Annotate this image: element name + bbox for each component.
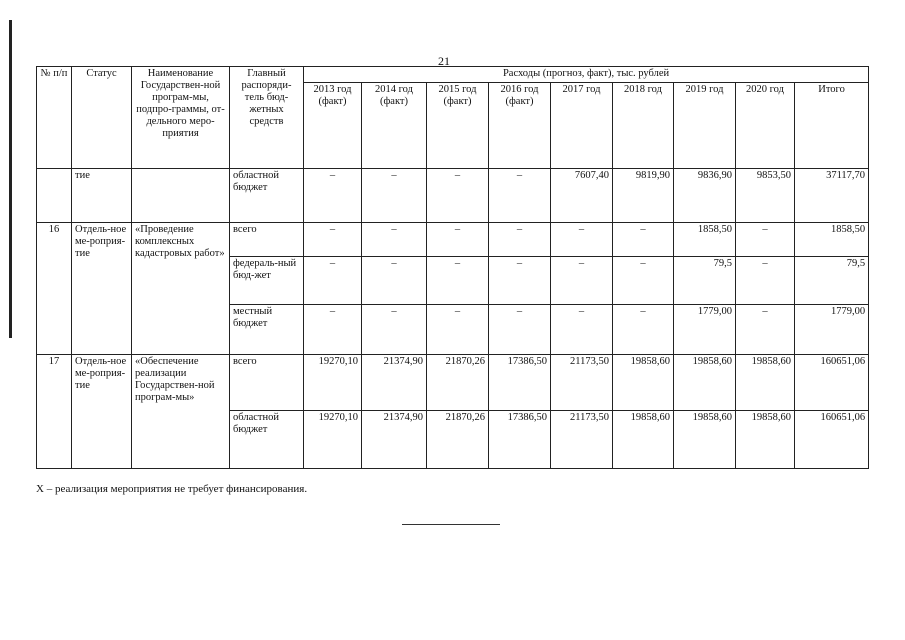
cell-value: 19858,60 — [736, 411, 795, 469]
cell-value: – — [362, 305, 427, 355]
cell-value: – — [427, 223, 489, 257]
header-year: 2017 год — [551, 83, 613, 169]
row-source: всего — [230, 223, 304, 257]
footnote: Х – реализация мероприятия не требует финансирования. — [36, 483, 308, 495]
header-num: № п/п — [37, 67, 72, 169]
cell-value: 17386,50 — [489, 355, 551, 411]
header-name: Наименование Государствен-ной програм-мы, подпро-граммы, от-дельного меро-приятия — [132, 67, 230, 169]
cell-value: 21870,26 — [427, 411, 489, 469]
cell-value: – — [304, 223, 362, 257]
cell-value: – — [489, 305, 551, 355]
cell-value: 19858,60 — [674, 411, 736, 469]
cell-value: 7607,40 — [551, 169, 613, 223]
cell-total: 1858,50 — [795, 223, 869, 257]
cell-value: – — [304, 169, 362, 223]
cell-value: 19858,60 — [613, 355, 674, 411]
header-total: Итого — [795, 83, 869, 169]
header-expenses: Расходы (прогноз, факт), тыс. рублей — [304, 67, 869, 83]
cell-value: – — [613, 223, 674, 257]
cell-value: – — [613, 305, 674, 355]
cell-value: 19270,10 — [304, 411, 362, 469]
budget-table — [36, 66, 869, 469]
cell-value: 19858,60 — [736, 355, 795, 411]
row-source: местный бюджет — [230, 305, 304, 355]
cell-value: – — [736, 305, 795, 355]
row-status: Отдель-ное ме-роприя-тие — [72, 223, 132, 355]
cell-value: 9853,50 — [736, 169, 795, 223]
cell-value: – — [551, 257, 613, 305]
cell-value: 21173,50 — [551, 411, 613, 469]
header-admin: Главный распоряди-тель бюд-жетных средств — [230, 67, 304, 169]
cell-value: – — [362, 257, 427, 305]
cell-value: 79,5 — [674, 257, 736, 305]
cell-value: 19858,60 — [674, 355, 736, 411]
cell-value: – — [427, 169, 489, 223]
cell-value: – — [613, 257, 674, 305]
cell-value: 9836,90 — [674, 169, 736, 223]
cell-value: 1858,50 — [674, 223, 736, 257]
cell-value: 17386,50 — [489, 411, 551, 469]
cell-total: 160651,06 — [795, 355, 869, 411]
cell-value: – — [551, 223, 613, 257]
cell-value: 21374,90 — [362, 355, 427, 411]
cell-value: – — [489, 257, 551, 305]
cell-value: 19270,10 — [304, 355, 362, 411]
table-header — [37, 67, 869, 169]
row-name — [132, 169, 230, 223]
table-row — [37, 169, 869, 223]
cell-value: 19858,60 — [613, 411, 674, 469]
row-name: «Обеспечение реализации Государствен-ной програм-мы» — [132, 355, 230, 469]
header-year: 2016 год (факт) — [489, 83, 551, 169]
row-source: областной бюджет — [230, 169, 304, 223]
header-year: 2015 год (факт) — [427, 83, 489, 169]
cell-value: 21870,26 — [427, 355, 489, 411]
cell-total: 1779,00 — [795, 305, 869, 355]
row-number — [37, 169, 72, 223]
cell-total: 79,5 — [795, 257, 869, 305]
row-source: всего — [230, 355, 304, 411]
row-status: тие — [72, 169, 132, 223]
page-number: 21 — [438, 54, 450, 68]
header-status: Статус — [72, 67, 132, 169]
row-name: «Проведение комплексных кадастровых работ» — [132, 223, 230, 355]
cell-value: – — [736, 223, 795, 257]
table-row — [37, 223, 869, 257]
row-source: федераль-ный бюд-жет — [230, 257, 304, 305]
cell-value: 1779,00 — [674, 305, 736, 355]
cell-total: 37117,70 — [795, 169, 869, 223]
table-body — [37, 169, 869, 469]
table-row — [37, 355, 869, 411]
margin-rule — [9, 20, 12, 338]
cell-total: 160651,06 — [795, 411, 869, 469]
closing-rule — [402, 524, 500, 525]
row-source: областной бюджет — [230, 411, 304, 469]
header-year: 2020 год — [736, 83, 795, 169]
row-number: 17 — [37, 355, 72, 469]
row-status: Отдель-ное ме-роприя-тие — [72, 355, 132, 469]
cell-value: – — [551, 305, 613, 355]
header-year: 2019 год — [674, 83, 736, 169]
cell-value: 9819,90 — [613, 169, 674, 223]
cell-value: – — [304, 257, 362, 305]
cell-value: – — [427, 257, 489, 305]
cell-value: – — [489, 223, 551, 257]
cell-value: – — [489, 169, 551, 223]
row-number: 16 — [37, 223, 72, 355]
cell-value: 21173,50 — [551, 355, 613, 411]
cell-value: – — [362, 223, 427, 257]
cell-value: – — [736, 257, 795, 305]
header-year: 2018 год — [613, 83, 674, 169]
cell-value: 21374,90 — [362, 411, 427, 469]
cell-value: – — [362, 169, 427, 223]
header-year: 2014 год (факт) — [362, 83, 427, 169]
header-year: 2013 год (факт) — [304, 83, 362, 169]
cell-value: – — [304, 305, 362, 355]
cell-value: – — [427, 305, 489, 355]
